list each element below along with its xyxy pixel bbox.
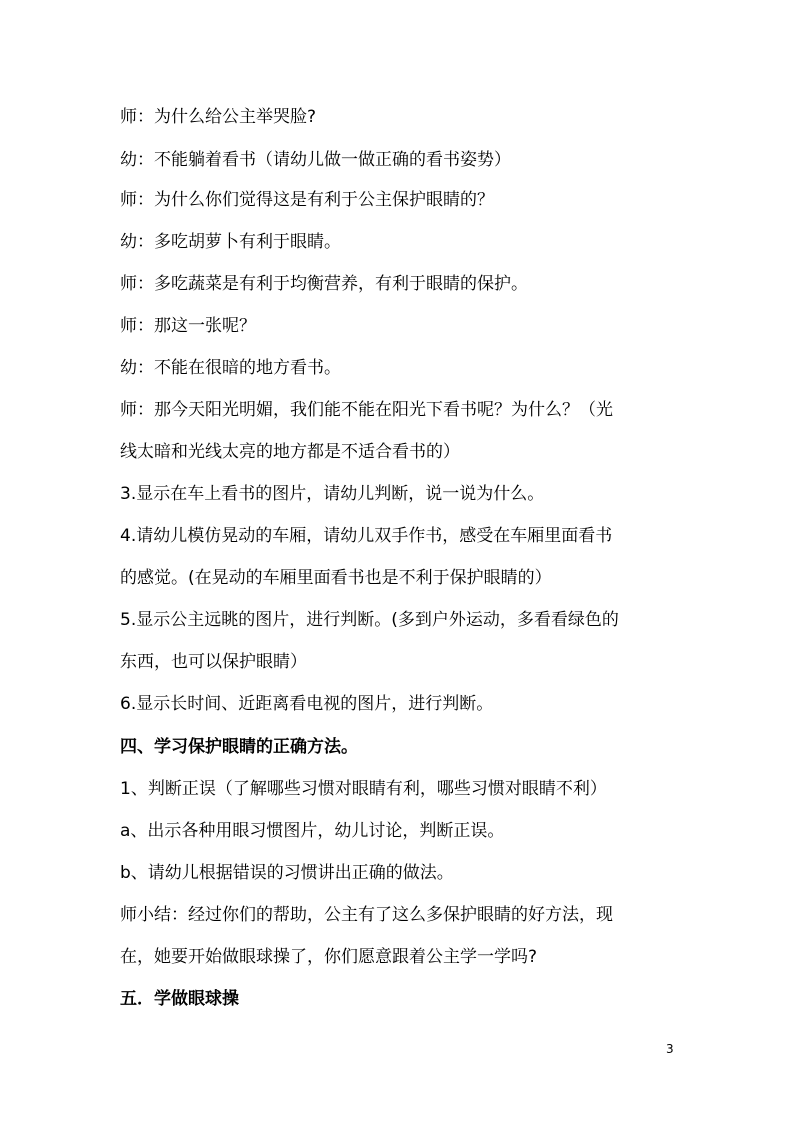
summary-line: 师小结：经过你们的帮助，公主有了这么多保护眼睛的好方法，现	[120, 905, 613, 925]
dialogue-line: 师：为什么你们觉得这是有利于公主保护眼睛的？	[120, 190, 494, 210]
dialogue-line: 师：为什么给公主举哭脸?	[120, 107, 317, 127]
dialogue-line: 幼：多吃胡萝卜有利于眼睛。	[120, 232, 341, 252]
step-item: 5.显示公主远眺的图片，进行判断。(多到户外运动，多看看绿色的	[120, 610, 619, 630]
step-item-continuation: 的感觉。(在晃动的车厢里面看书也是不利于保护眼睛的）	[120, 568, 552, 588]
dialogue-line: 幼：不能躺着看书（请幼儿做一做正确的看书姿势）	[120, 150, 511, 170]
dialogue-line: 幼：不能在很暗的地方看书。	[120, 358, 341, 378]
dialogue-line: 师：多吃蔬菜是有利于均衡营养，有利于眼睛的保护。	[120, 274, 528, 294]
step-item: 6.显示长时间、近距离看电视的图片，进行判断。	[120, 694, 494, 714]
dialogue-line: 师：那今天阳光明媚，我们能不能在阳光下看书呢？为什么？（光	[120, 400, 613, 420]
sub-item: a、出示各种用眼习惯图片，幼儿讨论，判断正误。	[120, 821, 505, 841]
dialogue-line: 师：那这一张呢？	[120, 316, 256, 336]
step-item-continuation: 东西，也可以保护眼睛）	[120, 652, 307, 672]
page-number: 3	[666, 1042, 674, 1056]
step-item: 3.显示在车上看书的图片，请幼儿判断，说一说为什么。	[120, 484, 545, 504]
summary-line-continuation: 在，她要开始做眼球操了，你们愿意跟着公主学一学吗?	[120, 947, 538, 967]
section-heading: 五．学做眼球操	[120, 989, 239, 1009]
sub-item: b、请幼儿根据错误的习惯讲出正确的做法。	[120, 863, 454, 883]
dialogue-line-continuation: 线太暗和光线太亮的地方都是不适合看书的）	[120, 442, 460, 462]
section-heading: 四、学习保护眼睛的正确方法。	[120, 737, 358, 757]
sub-item: 1、判断正误（了解哪些习惯对眼睛有利，哪些习惯对眼睛不利）	[120, 779, 607, 799]
step-item: 4.请幼儿模仿晃动的车厢，请幼儿双手作书，感受在车厢里面看书	[120, 526, 613, 546]
